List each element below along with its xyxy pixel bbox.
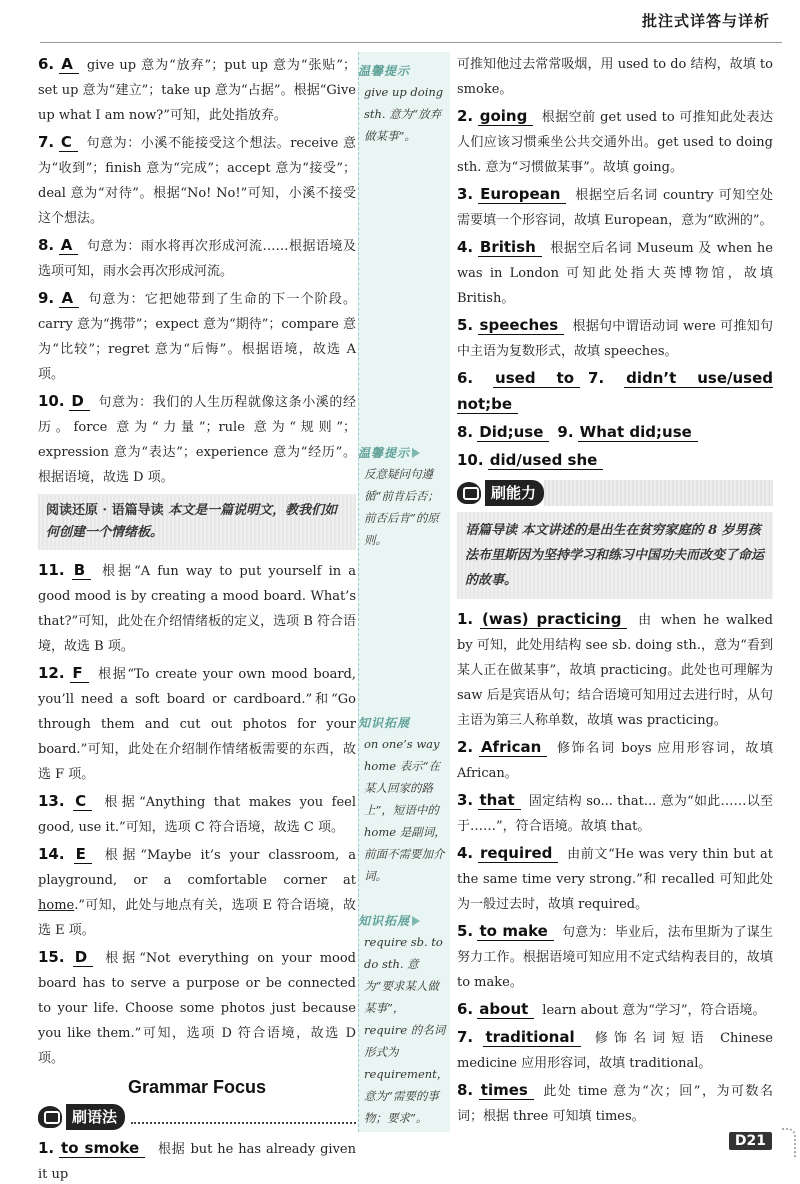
passage-guide-label: 语篇导读: [465, 523, 518, 538]
grammar-focus-title: Grammar Focus: [127, 1077, 267, 1097]
page-corner-decoration: [782, 1128, 796, 1158]
page-header: [0, 0, 800, 46]
tip-title: 知识拓展: [358, 716, 411, 730]
answer-explanation: 修饰名词 boys 应用形容词，故填 African。: [457, 741, 773, 781]
answer-explanation: 句意为：它把她带到了生命的下一个阶段。carry 意为“携带”；expect 意为“期待”；compare 意为“比较”；regret 意为“后悔”。根据语境，故选 A 项。: [38, 292, 356, 382]
passage-guide-text: 本文讲述的是出生在贫穷家庭的 8 岁男孩法布里斯因为坚持学习和练习中国功夫而改变了命运的故事。: [465, 523, 765, 588]
answer-key: (was) practicing: [480, 610, 627, 629]
answer-explanation: 可推知他过去常常吸烟，用 used to do 结构，故填 to smoke。: [457, 57, 773, 97]
answer-key: D: [69, 392, 89, 411]
tip-title: 温馨提示: [358, 446, 411, 460]
grammar-practice-label: 刷语法: [66, 1104, 125, 1130]
answer-number: 15.: [38, 948, 65, 966]
answer-number: 7.: [38, 133, 55, 151]
answer-key: A: [59, 55, 79, 74]
page-number: D21: [729, 1132, 772, 1150]
short-answer-row: [457, 448, 773, 474]
answer-key: Did;use: [477, 423, 549, 442]
answer-explanation: 根据“Anything that makes you feel good, use it.”可知，选项 C 符合语境，故选 C 项。: [38, 795, 356, 835]
answer-entry: [38, 130, 356, 231]
answer-key: F: [70, 664, 88, 683]
answer-key: used to: [493, 369, 580, 388]
answer-key: What did;use: [578, 423, 698, 442]
answer-entry: [38, 661, 356, 787]
underlined-word: home: [38, 898, 75, 913]
answer-entry: [457, 1025, 773, 1076]
answer-key: C: [59, 133, 78, 152]
answer-key: required: [478, 844, 558, 863]
answer-explanation: 根据 but he has already given it up: [38, 1142, 356, 1182]
answer-number: 10.: [457, 451, 484, 469]
answer-key: C: [73, 792, 92, 811]
answer-key: B: [72, 561, 91, 580]
grammar-practice-header: [38, 1102, 356, 1132]
answer-number: 13.: [38, 792, 65, 810]
left-column: [38, 52, 356, 1184]
answer-number: 9.: [557, 423, 574, 441]
short-answer-row: [457, 366, 773, 418]
answer-explanation: 此处 time 意为“次；回”，为可数名词；根据 three 可知填 times。: [457, 1084, 773, 1124]
answer-entry: [457, 235, 773, 311]
answer-key: did/used she: [488, 451, 604, 470]
answer-key: African: [479, 738, 547, 757]
answer-entry: [457, 997, 773, 1023]
tip-header: [358, 714, 450, 731]
answer-key: traditional: [483, 1028, 580, 1047]
tip-title: 温馨提示: [358, 64, 411, 78]
answer-number: 6.: [457, 1000, 474, 1018]
answer-key: about: [477, 1000, 534, 1019]
practice-icon: [38, 1106, 62, 1128]
arrow-right-icon: [412, 916, 420, 926]
answer-entry: [457, 735, 773, 786]
answer-number: 8.: [38, 236, 55, 254]
answer-entry: [38, 52, 356, 128]
grammar-answer-1-continued: [457, 52, 773, 102]
answer-number: 14.: [38, 845, 65, 863]
answer-key: didn’t use/used not;be: [457, 369, 774, 413]
grammar-answers-2-5: [457, 104, 773, 364]
answer-explanation: 句意为：雨水将再次形成河流……根据语境及选项可知，雨水会再次形成河流。: [38, 239, 356, 279]
answer-explanation: give up 意为“放弃”；put up 意为“张贴”；set up 意为“建立”；take up 意为“占据”。根据“Give up what I am now?”可知，此处指放弃。: [38, 58, 356, 123]
answer-explanation: 由 when he walked by 可知，此处用结构 see sb. doing sth.，意为“看到某人正在做某事”，故填 practicing。此处也可理解为 saw 后是宾语从句；结合语境可知用过去进行时，从句主语为第三人称单数，故填 was practicing。: [457, 613, 773, 728]
answer-number: 2.: [457, 107, 474, 125]
answer-entry: [457, 788, 773, 839]
answer-number: 2.: [457, 738, 474, 756]
tip-text: give up doing sth. 意为“放弃做某事”。: [364, 85, 444, 143]
answer-number: 10.: [38, 392, 65, 410]
answer-entry: [38, 842, 356, 943]
answer-explanation: 句意为：我们的人生历程就像这条小溪的经历。force 意为“力量”；rule 意为“规则”；expression 意为“表达”；experience 意为“经历”。根据语境，故选 D 项。: [38, 395, 356, 485]
answer-key: European: [478, 185, 566, 204]
tip-text: 反意疑问句遵循“前肯后否；前否后肯”的原则。: [364, 467, 439, 547]
answer-number: 8.: [457, 1081, 474, 1099]
answer-key: A: [59, 236, 79, 255]
choice-answers-6-10: [38, 52, 356, 490]
tip-header: [358, 912, 450, 929]
arrow-right-icon: [412, 448, 420, 458]
tip-title: 知识拓展: [358, 914, 411, 928]
answer-number: 3.: [457, 185, 474, 203]
answer-number: 9.: [38, 289, 55, 307]
answer-entry: [38, 945, 356, 1071]
grammar-answer-1: [38, 1136, 356, 1184]
answer-key: A: [59, 289, 79, 308]
answer-explanation: 固定结构 so... that... 意为“如此……以至于……”，符合语境。故填 that。: [457, 794, 773, 834]
answer-number: 1.: [457, 610, 474, 628]
answer-explanation: 根据“Maybe it’s your classroom, a playground, or a comfortable corner at: [38, 848, 356, 888]
answer-entry: [457, 919, 773, 995]
passage-guide-banner: [457, 512, 773, 599]
answer-number: 12.: [38, 664, 65, 682]
answer-explanation: 根据“Not everything on your mood board has to serve a purpose or be connected to your life. Choose some photos just because you like them.”可知，选项 D 符合语境，故选 D 项。: [38, 951, 356, 1066]
tip-block-1: [358, 62, 450, 147]
answer-explanation: learn about 意为“学习”，符合语境。: [542, 1003, 766, 1018]
answer-number: 7.: [457, 1028, 474, 1046]
reading-guide-banner: [38, 494, 356, 550]
answer-key: D: [73, 948, 93, 967]
answer-number: 8.: [457, 423, 474, 441]
tips-sidebar: [358, 52, 450, 1132]
answer-key: to make: [477, 922, 553, 941]
answer-entry: [457, 104, 773, 180]
answer-explanation: 根据“To create your own mood board, you’ll need a soft board or cardboard.”和“Go through them and cut out photos for your board.”可知，此处在介绍制作情绪板需要的东西，故选 F 项。: [38, 667, 357, 782]
ability-practice-label: 刷能力: [485, 480, 544, 506]
answer-key: British: [478, 238, 542, 257]
tip-block-4: [358, 912, 450, 1129]
answer-explanation: 由前文“He was very thin but at the same time very strong.”和 recalled 可知此处为一般过去时，故填 required。: [457, 847, 773, 912]
answer-explanation: 根据空后名词 Museum 及 when he was in London 可知此处指大英博物馆，故填 British。: [457, 241, 773, 306]
reading-guide-text: 本文是一篇说明文，教我们如何创建一个情绪板。: [46, 503, 338, 540]
answer-explanation: 根据句中谓语动词 were 可推知句中主语为复数形式，故填 speeches。: [457, 319, 773, 359]
answer-key: that: [478, 791, 521, 810]
answer-entry: [457, 313, 773, 364]
answer-key: to smoke: [59, 1139, 145, 1158]
banner-fill: [544, 480, 773, 506]
tip-text: require sb. to do sth. 意为“要求某人做某事”，require 的名词形式为 requirement，意为“需要的事物；要求”。: [364, 935, 449, 1125]
answer-number: 7.: [588, 369, 605, 387]
header-divider: [40, 42, 782, 43]
right-column: [457, 52, 773, 1131]
practice-icon: [457, 482, 481, 504]
answer-number: 5.: [457, 922, 474, 940]
answer-explanation: 根据空前 get used to 可推知此处表达人们应该习惯乘坐公共交通外出。get used to doing sth. 意为“习惯做某事”。故填 going。: [457, 110, 773, 175]
header-title: 批注式详答与详析: [641, 12, 770, 30]
tip-header: [358, 62, 450, 79]
tip-text: on one’s way home 表示“在某人回家的路上”，短语中的 home 是副词，前面不需要加介词。: [364, 737, 446, 883]
answer-number: 4.: [457, 238, 474, 256]
answer-explanation: 修饰名词短语 Chinese medicine 应用形容词，故填 traditional。: [457, 1031, 773, 1071]
grammar-answers-6-10: [457, 366, 773, 474]
answer-entry: [38, 286, 356, 387]
tip-block-3: [358, 714, 450, 887]
answer-explanation: 根据“A fun way to put yourself in a good mood is by creating a mood board. What’s that?”可知，此处在介绍情绪板的定义，选项 B 符合语境，故选 B 项。: [38, 564, 357, 654]
answer-key: E: [74, 845, 92, 864]
dotted-rule: [131, 1110, 356, 1124]
answer-entry: [38, 389, 356, 490]
answer-entry: [38, 558, 356, 659]
answer-entry: [457, 1078, 773, 1129]
answer-number: 1.: [38, 1139, 55, 1157]
answer-number: 4.: [457, 844, 474, 862]
answer-entry: [457, 182, 773, 233]
answer-number: 11.: [38, 561, 65, 579]
tip-block-2: [358, 444, 450, 551]
answer-explanation: 句意为：小溪不能接受这个想法。receive 意为“收到”；finish 意为“完成”；accept 意为“接受”；deal 意为“对待”。根据“No! No!”可知，小溪不接受这个想法。: [38, 136, 356, 226]
answer-number: 5.: [457, 316, 474, 334]
short-answer-row: [457, 420, 773, 446]
answer-entry: [457, 841, 773, 917]
answer-explanation: 根据空后名词 country 可知空处需要填一个形容词，故填 European，意为“欧洲的”。: [457, 188, 774, 228]
answer-number: 6.: [457, 369, 474, 387]
answer-number: 6.: [38, 55, 55, 73]
reading-answers-11-15: [38, 558, 356, 1071]
answer-explanation-end: .”可知，此处与地点有关，选项 E 符合语境，故选 E 项。: [38, 898, 356, 938]
answer-entry: [38, 233, 356, 284]
tip-header: [358, 444, 450, 461]
answer-entry: [38, 789, 356, 840]
answer-key: times: [479, 1081, 534, 1100]
reading-guide-label: 阅读还原 · 语篇导读: [46, 503, 164, 518]
answer-key: speeches: [478, 316, 565, 335]
answer-number: 3.: [457, 791, 474, 809]
ability-practice-header: [457, 478, 773, 508]
ability-answers: [457, 607, 773, 1129]
answer-key: going: [478, 107, 534, 126]
answer-entry: [457, 607, 773, 733]
answer-explanation: 句意为：毕业后，法布里斯为了谋生努力工作。根据语境可知应用不定式结构表目的，故填 to make。: [457, 925, 773, 990]
